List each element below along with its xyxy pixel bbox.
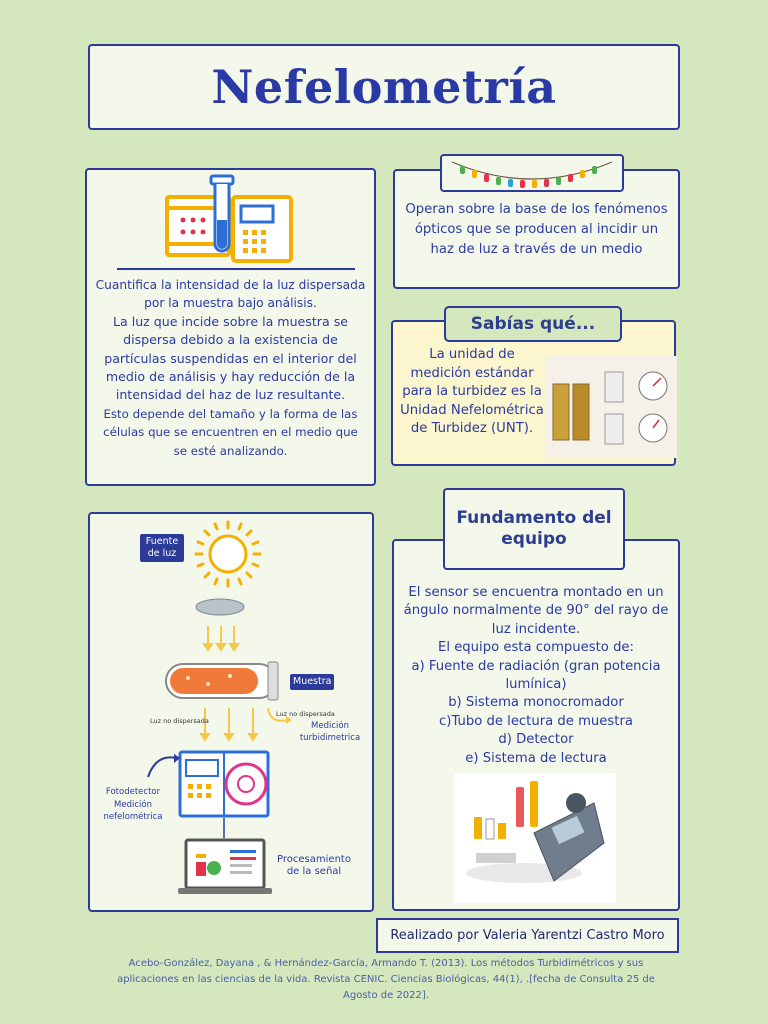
lens-icon [196,599,244,615]
intro-paragraph-2: La luz que incide sobre la muestra se dispersa debido a la existencia de partículas suspendidas en el interior del medio de análisis y hay reducción de la intensidad del haz de luz resultante. [104,313,357,403]
sabias-text: La unidad de medición estándar para la turbidez es la Unidad Nefelométrica de Turbidez (UNT). [400,347,544,437]
medicion-turbidimetrica: Medición turbidimetrica [299,721,361,743]
sabias-heading: Sabías qué... [444,306,622,342]
fundamento-panel [392,539,680,911]
turbidity-illustration [545,356,677,458]
fundamento-heading: Fundamento del equipo [443,488,625,570]
photodetector-icon [180,752,268,816]
title-panel [88,44,680,130]
turbidity-photo [545,356,677,458]
fotodetector-label: Fotodetector [105,787,161,797]
laptop-icon [178,840,272,894]
fundamento-line: El sensor se encuentra montado en un ángulo normalmente de 90° del rayo de luz incidente. [403,585,669,637]
page-title: Nefelometría [211,60,557,114]
reference-text: Acebo-González, Dayana , & Hernández-García, Armando T. (2013). Los métodos Turbidimétricos y sus aplicaciones en las ciencias de la vida. Revista CENIC. Ciencias Biológicas, 44(1), .[fecha de Consulta 25 de Agosto de 2022]. [117,958,655,1001]
procesamiento-label: Procesamiento de la señal [277,854,351,877]
fundamento-line: c)Tubo de lectura de muestra [439,713,633,729]
diagram-panel [88,512,374,912]
string-lights-decoration [440,154,624,192]
lab-equipment-icon [161,172,301,264]
fundamento-line: a) Fuente de radiación (gran potencia lumínica) [411,658,661,693]
sample-tube-icon [166,662,278,700]
sun-icon [196,522,260,586]
string-lights-icon [442,156,622,190]
fundamento-line: e) Sistema de lectura [465,750,607,766]
turbidimeter-illustration [454,773,616,903]
turbidimeter-photo [454,773,616,903]
sample-label: Muestra [290,674,334,690]
medicion-nefelometrica: Medición nefelométrica [103,800,163,822]
credit-box: Realizado por Valeria Yarentzi Castro Moro [376,918,679,953]
fundamento-line: d) Detector [498,732,574,748]
source-label: Fuente de luz [140,534,184,562]
intro-panel [85,168,376,486]
luz-no-dispersada-left: Luz no dispersada [150,717,209,725]
fundamento-line: El equipo esta compuesto de: [438,640,634,656]
intro-paragraph-1: Cuantifica la intensidad de la luz dispersada por la muestra bajo análisis. [95,278,366,311]
fundamento-text [402,584,670,768]
intro-text [95,276,366,460]
operan-text: Operan sobre la base de los fenómenos ópticos que se producen al incidir un haz de luz a través de un medio [405,202,668,257]
luz-no-dispersada-right: Luz no dispersada [276,710,335,718]
divider-line [117,268,355,270]
fundamento-line: b) Sistema monocromador [448,695,624,711]
intro-paragraph-3: Esto depende del tamaño y la forma de las células que se encuentren en el medio que se esté analizando. [103,406,358,458]
